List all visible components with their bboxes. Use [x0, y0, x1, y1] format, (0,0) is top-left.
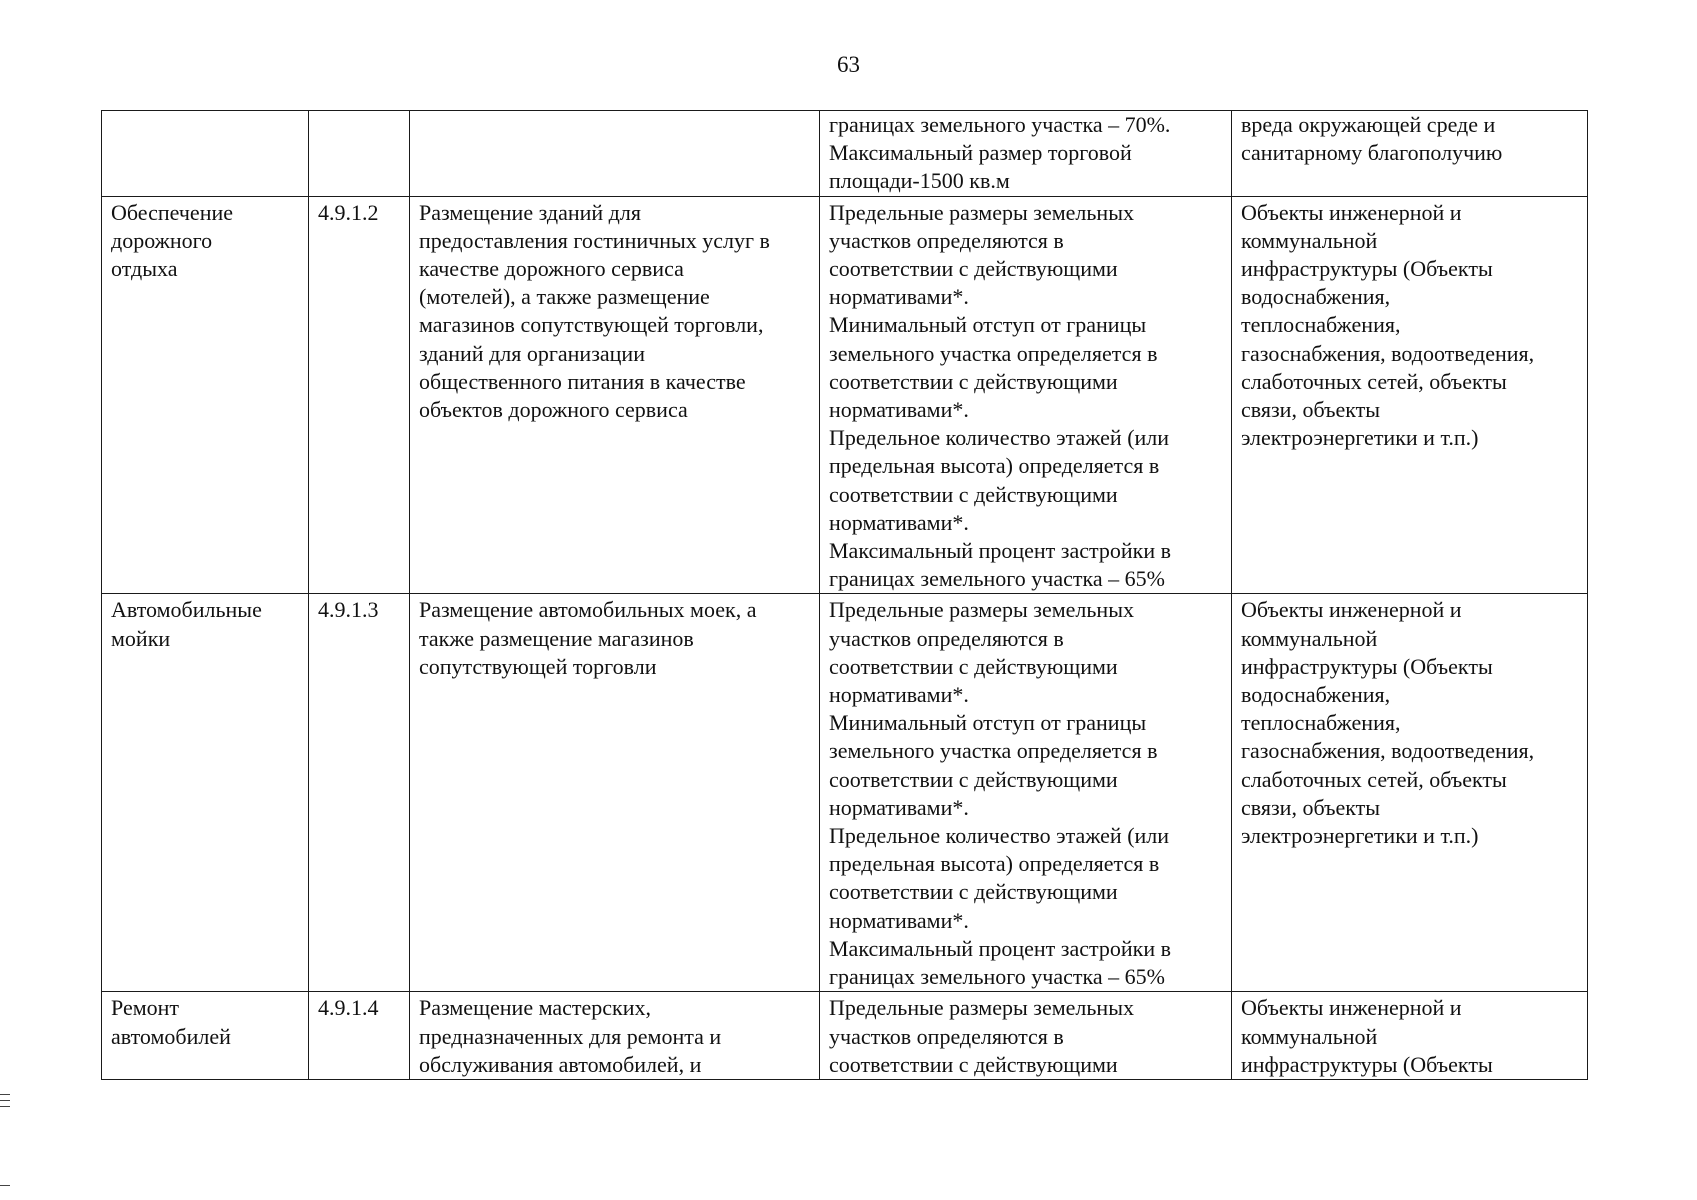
page-number: 63 — [837, 52, 860, 77]
parameters-text: Предельные размеры земельных участков определяются в соответствии с действующими нормативами*. Минимальный отступ от границы земельного участка определяется в соответствии с действующими нормативами*. Предельное количество этажей (или предельная высота) определяется в соответствии с действующими нормативами*. Максимальный процент застройки в границах земельного участка – 65% — [829, 597, 1171, 990]
use-description: Размещение автомобильных моек, а также размещение магазинов сопутствующей торговли — [419, 597, 757, 679]
parameters-cell — [820, 992, 1232, 1080]
parameters-cell — [820, 196, 1232, 594]
use-type-name-cell — [102, 196, 309, 594]
use-type-name-cell — [102, 111, 309, 197]
restrictions-text: Объекты инженерной и коммунальной инфраструктуры (Объекты водоснабжения, теплоснабжения, газоснабжения, водоотведения, слаботочных сетей, объекты связи, объекты электроэнергетики и т.п.) — [1241, 597, 1535, 849]
use-code: 4.9.1.4 — [318, 995, 379, 1021]
restrictions-cell — [1232, 992, 1588, 1080]
use-type-name: Обеспечение дорожного отдыха — [111, 199, 233, 282]
restrictions-text: Объекты инженерной и коммунальной инфраструктуры (Объекты — [1241, 995, 1493, 1077]
use-type-name: Ремонт автомобилей — [111, 995, 231, 1049]
parameters-text: Предельные размеры земельных участков определяются в соответствии с действующими нормативами*. Минимальный отступ от границы земельного участка определяется в соответствии с действующими нормативами*. Предельное количество этажей (или предельная высота) определяется в соответствии с действующими нормативами*. Максимальный процент застройки в границах земельного участка – 65% — [829, 199, 1171, 592]
use-description-cell — [410, 594, 820, 992]
use-description-cell — [410, 196, 820, 594]
table-row — [102, 992, 1588, 1080]
use-description: Размещение мастерских, предназначенных для ремонта и обслуживания автомобилей, и — [419, 995, 722, 1077]
use-code: 4.9.1.2 — [318, 199, 379, 225]
parameters-text: Предельные размеры земельных участков определяются в соответствии с действующими — [829, 995, 1134, 1077]
restrictions-cell — [1232, 196, 1588, 594]
land-use-table — [101, 110, 1588, 1080]
use-description-cell — [410, 992, 820, 1080]
use-type-name-cell — [102, 594, 309, 992]
use-type-name: Автомобильные мойки — [111, 597, 262, 651]
scan-margin-mark — [0, 1185, 10, 1186]
use-code-cell — [309, 111, 410, 197]
restrictions-text: вреда окружающей среде и санитарному благополучию — [1241, 112, 1503, 166]
use-code-cell — [309, 594, 410, 992]
use-type-name-cell — [102, 992, 309, 1080]
restrictions-cell — [1232, 594, 1588, 992]
scan-margin-mark — [0, 1094, 10, 1095]
scan-margin-mark — [0, 1100, 10, 1101]
use-code-cell — [309, 992, 410, 1080]
table-row — [102, 111, 1588, 197]
scan-margin-mark — [0, 1106, 10, 1107]
parameters-cell — [820, 111, 1232, 197]
use-code: 4.9.1.3 — [318, 597, 379, 623]
use-description-cell — [410, 111, 820, 197]
parameters-cell — [820, 594, 1232, 992]
restrictions-cell — [1232, 111, 1588, 197]
parameters-text: границах земельного участка – 70%. Максимальный размер торговой площади-1500 кв.м — [829, 112, 1171, 194]
use-code-cell — [309, 196, 410, 594]
use-description: Размещение зданий для предоставления гостиничных услуг в качестве дорожного сервиса (мотелей), а также размещение магазинов сопутствующей торговли, зданий для организации общественного питания в качестве объектов дорожного сервиса — [419, 199, 770, 423]
restrictions-text: Объекты инженерной и коммунальной инфраструктуры (Объекты водоснабжения, теплоснабжения, газоснабжения, водоотведения, слаботочных сетей, объекты связи, объекты электроэнергетики и т.п.) — [1241, 199, 1535, 451]
table-row — [102, 196, 1588, 594]
table-row — [102, 594, 1588, 992]
